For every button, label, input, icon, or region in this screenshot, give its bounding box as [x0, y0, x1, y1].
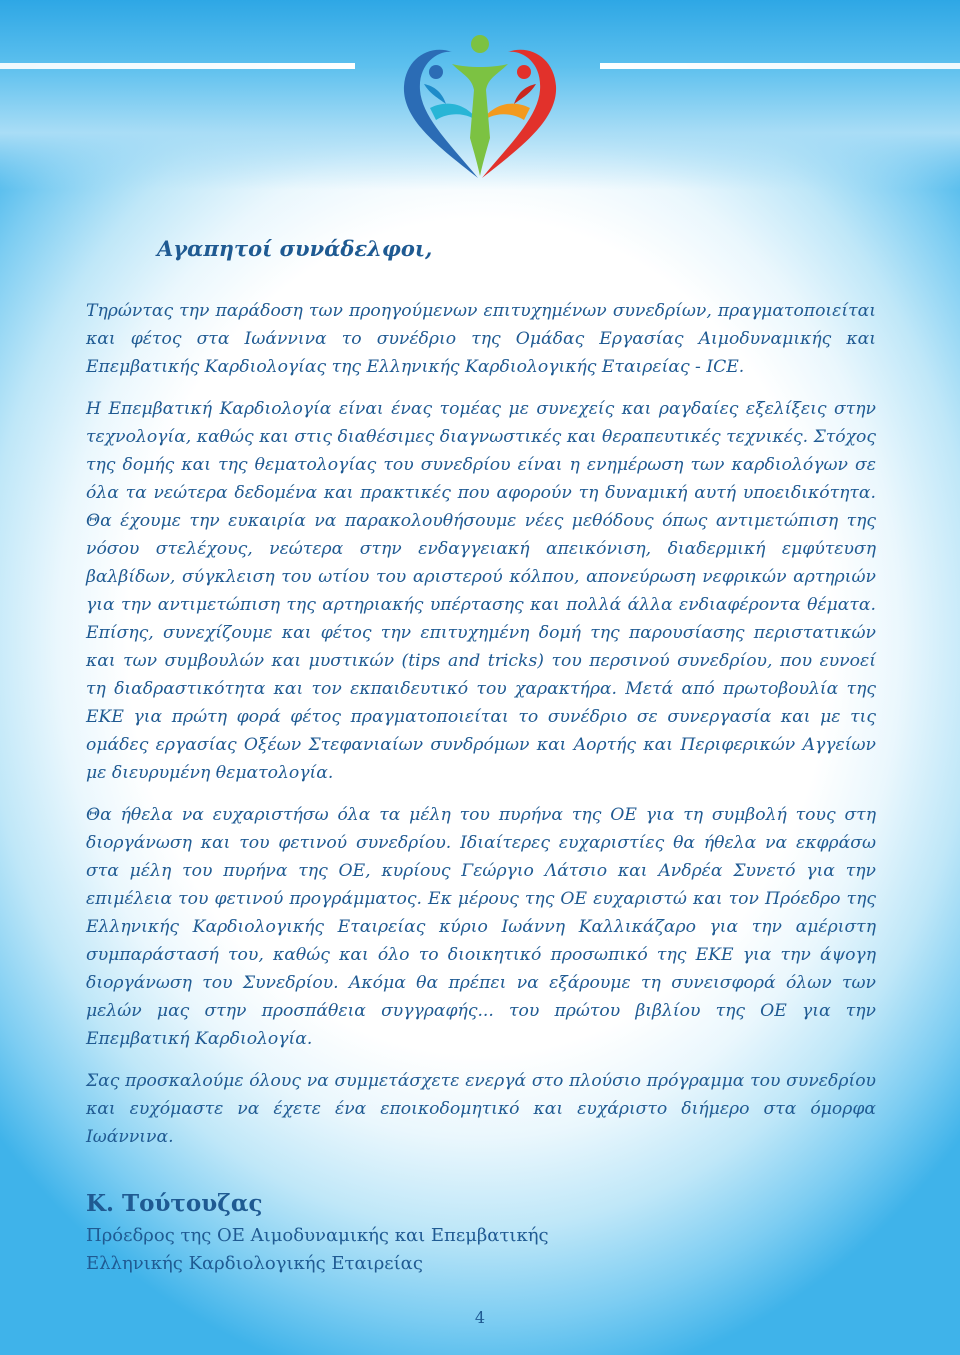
letter-paragraph: Σας προσκαλούμε όλους να συμμετάσχετε ενεργά στο πλούσιο πρόγραμμα του συνεδρίου και ευχόμαστε να έχετε ένα εποικοδομητικό και ευχάριστο διήμερο στα όμορφα Ιωάννινα.: [86, 1071, 876, 1147]
letter-paragraph: Θα ήθελα να ευχαριστήσω όλα τα μέλη του πυρήνα της ΟΕ για τη συμβολή τους στη διοργάνωση και του φετινού συνεδρίου. Ιδιαίτερες ευχαριστίες θα ήθελα να εκφράσω στα μέλη του πυρήνα της ΟΕ, κυρίους Γεώργιο Λάτσιο και Ανδρέα Συνετό για την επιμέλεια του φετινού προγράμματος. Εκ μέρους της ΟΕ ευχαριστώ και τον Πρόεδρο της Ελληνικής Καρδιολογικής Εταιρείας κύριο Ιωάννη Καλλικάζαρο για την αμέριστη συμπαράστασή του, καθώς και όλο το διοικητικό προσωπικό της ΕΚΕ για την άψογη διοργάνωση του Συνεδρίου. Ακόμα θα πρέπει να εξάρουμε τη συνεισφορά όλων των μελών μας στην προσπάθεια συγγραφής... του πρώτου βιβλίου της ΟΕ για την Επεμβατική Καρδιολογία.: [86, 805, 876, 1049]
header-stripe-left: [0, 63, 355, 69]
heart-with-figures-logo-icon: [390, 28, 570, 198]
signature-title-line-1: Πρόεδρος της ΟΕ Αιμοδυναμικής και Επεμβατικής: [86, 1225, 549, 1246]
header-stripe-right: [600, 63, 960, 69]
letter-body: [86, 297, 876, 1165]
page-number: 4: [474, 1308, 486, 1327]
signature-title: [86, 1222, 549, 1278]
signature-title-line-2: Ελληνικής Καρδιολογικής Εταιρείας: [86, 1253, 423, 1274]
letter-paragraph: Η Επεμβατική Καρδιολογία είναι ένας τομέας με συνεχείς και ραγδαίες εξελίξεις στην τεχνολογία, καθώς και στις διαθέσιμες διαγνωστικές και θεραπευτικές τεχνικές. Στόχος της δομής και της θεματολογίας του συνεδρίου είναι η ενημέρωση των καρδιολόγων σε όλα τα νεώτερα δεδομένα και πρακτικές που αφορούν τη δυναμική αυτή υποειδικότητα. Θα έχουμε την ευκαιρία να παρακολουθήσουμε νέες μεθόδους όπως αντιμετώπιση της νόσου στελέχους, νεώτερα στην ενδαγγειακή απεικόνιση, διαδερμική εμφύτευση βαλβίδων, σύγκλειση του ωτίου του αριστερού κόλπου, απονεύρωση νεφρικών αρτηριών για την αντιμετώπιση της αρτηριακής υπέρτασης και πολλά άλλα ενδιαφέροντα θέματα. Επίσης, συνεχίζουμε και φέτος την επιτυχημένη δομή της παρουσίασης περιστατικών και των συμβουλών και μυστικών (tips and tricks) του περσινού συνεδρίου, που ευνοεί τη διαδραστικότητα και τον εκπαιδευτικό του χαρακτήρα. Μετά από πρωτοβουλία της ΕΚΕ για πρώτη φορά φέτος πραγματοποιείται το συνέδριο σε συνεργασία και με τις ομάδες εργασίας Οξέων Στεφανιαίων συνδρόμων και Αορτής και Περιφερικών Αγγείων με διευρυμένη θεματολογία.: [86, 399, 876, 783]
letter-greeting: Αγαπητοί συνάδελφοι,: [157, 236, 433, 261]
signature-name: Κ. Τούτουζας: [86, 1190, 263, 1217]
letter-paragraph: Τηρώντας την παράδοση των προηγούμενων επιτυχημένων συνεδρίων, πραγματοποιείται και φέτος στα Ιωάννινα το συνέδριο της Ομάδας Εργασίας Αιμοδυναμικής και Επεμβατικής Καρδιολογίας της Ελληνικής Καρδιολογικής Εταιρείας - ICE.: [86, 301, 876, 377]
